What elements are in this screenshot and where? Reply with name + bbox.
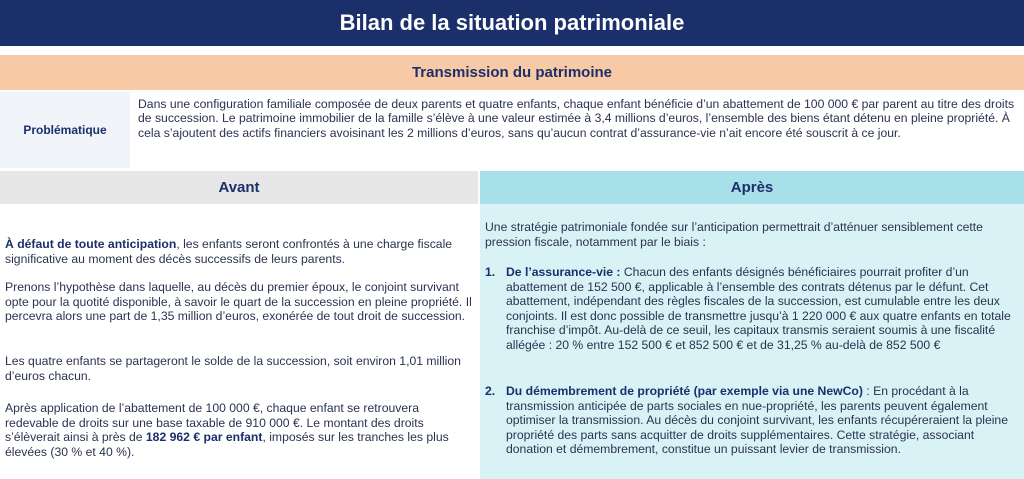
avant-paragraph-3: Les quatre enfants se partageront le solde de la succession, soit environ 1,01 million d’euros chacun. bbox=[5, 354, 461, 383]
section-subtitle: Transmission du patrimoine bbox=[0, 55, 1024, 90]
apres-heading: Après bbox=[480, 171, 1024, 204]
item-2-bold: Du démembrement de propriété (par exemple via une NewCo) bbox=[506, 384, 863, 398]
avant-p4-end: , imposés sur les tranches les plus élevées (30 % et 40 %). bbox=[5, 430, 449, 459]
apres-intro: Une stratégie patrimoniale fondée sur l’anticipation permettrait d’atténuer sensiblement cette pression fiscale, notamment par le biais : bbox=[485, 220, 983, 249]
avant-paragraph-1 bbox=[5, 237, 473, 266]
item-1-text: Chacun des enfants désignés bénéficiaires pourrait profiter d’un abattement de 152 500 €, applicable à l’ensemble des contrats détenus par le défunt. Cet abattement, indépendant des règles fiscales de la succession, est cumulable entre les deux conjoints. Il est donc possible de transmettre jusqu’à 1 220 000 € aux quatre enfants en totale franchise d’impôt. Au-delà de ce seuil, les capitaux transmis seraient soumis à une fiscalité allégée : 20 % entre 152 500 € et 852 500 € et de 31,25 % au-delà de 852 500 € bbox=[506, 265, 1011, 352]
item-1-number: 1. bbox=[485, 265, 496, 279]
apres-item-1 bbox=[506, 265, 1020, 353]
page-title: Bilan de la situation patrimoniale bbox=[0, 0, 1024, 46]
avant-p4-bold: 182 962 € par enfant bbox=[145, 430, 263, 445]
avant-paragraph-2: Prenons l’hypothèse dans laquelle, au décès du premier époux, le conjoint survivant opte pour la quotité disponible, à savoir le quart de la succession en pleine propriété. Il percevra alors une part de 1,35 million d’euros, exonérée de tout droit de succession. bbox=[5, 280, 472, 324]
problematique-text: Dans une configuration familiale composée de deux parents et quatre enfants, chaque enfant bénéficie d’un abattement de 100 000 € par parent au titre des droits de succession. Le patrimoine immobilier de la famille s’élève à une valeur estimée à 3,4 millions d’euros, l’ensemble des biens étant détenu en pleine propriété. À cela s’ajoutent des actifs financiers avoisinant les 2 millions d’euros, sans qu’aucun contrat d’assurance-vie n’ait encore été souscrit à ce jour. bbox=[138, 97, 1015, 140]
apres-item-2 bbox=[506, 384, 1020, 457]
avant-p1-rest: , les enfants seront confrontés à une charge fiscale significative au moment des décès successifs de leurs parents. bbox=[5, 237, 453, 266]
item-2-text: : En procédant à la transmission anticipée de parts sociales en nue-propriété, les parents peuvent également optimiser la transmission. Au décès du conjoint survivant, les enfants récupéreraient la pleine propriété des parts sans acquitter de droits supplémentaires. Cette stratégie, associant donation et démembrement, constitue un puissant levier de transmission. bbox=[506, 384, 1008, 457]
avant-p4-start: Après application de l’abattement de 100 000 €, chaque enfant se retrouvera redevable de droits sur une base taxable de 910 000 €. Le montant des droits s’élèverait ainsi à près de bbox=[5, 401, 424, 445]
avant-p1-bold: À défaut de toute anticipation bbox=[5, 237, 177, 251]
item-1-bold: De l’assurance-vie : bbox=[506, 265, 621, 279]
item-2-number: 2. bbox=[485, 384, 496, 398]
problematique-label: Problématique bbox=[0, 92, 130, 168]
avant-heading: Avant bbox=[0, 171, 478, 204]
avant-paragraph-4 bbox=[5, 401, 473, 459]
avant-column bbox=[0, 204, 478, 479]
apres-column bbox=[480, 204, 1024, 479]
